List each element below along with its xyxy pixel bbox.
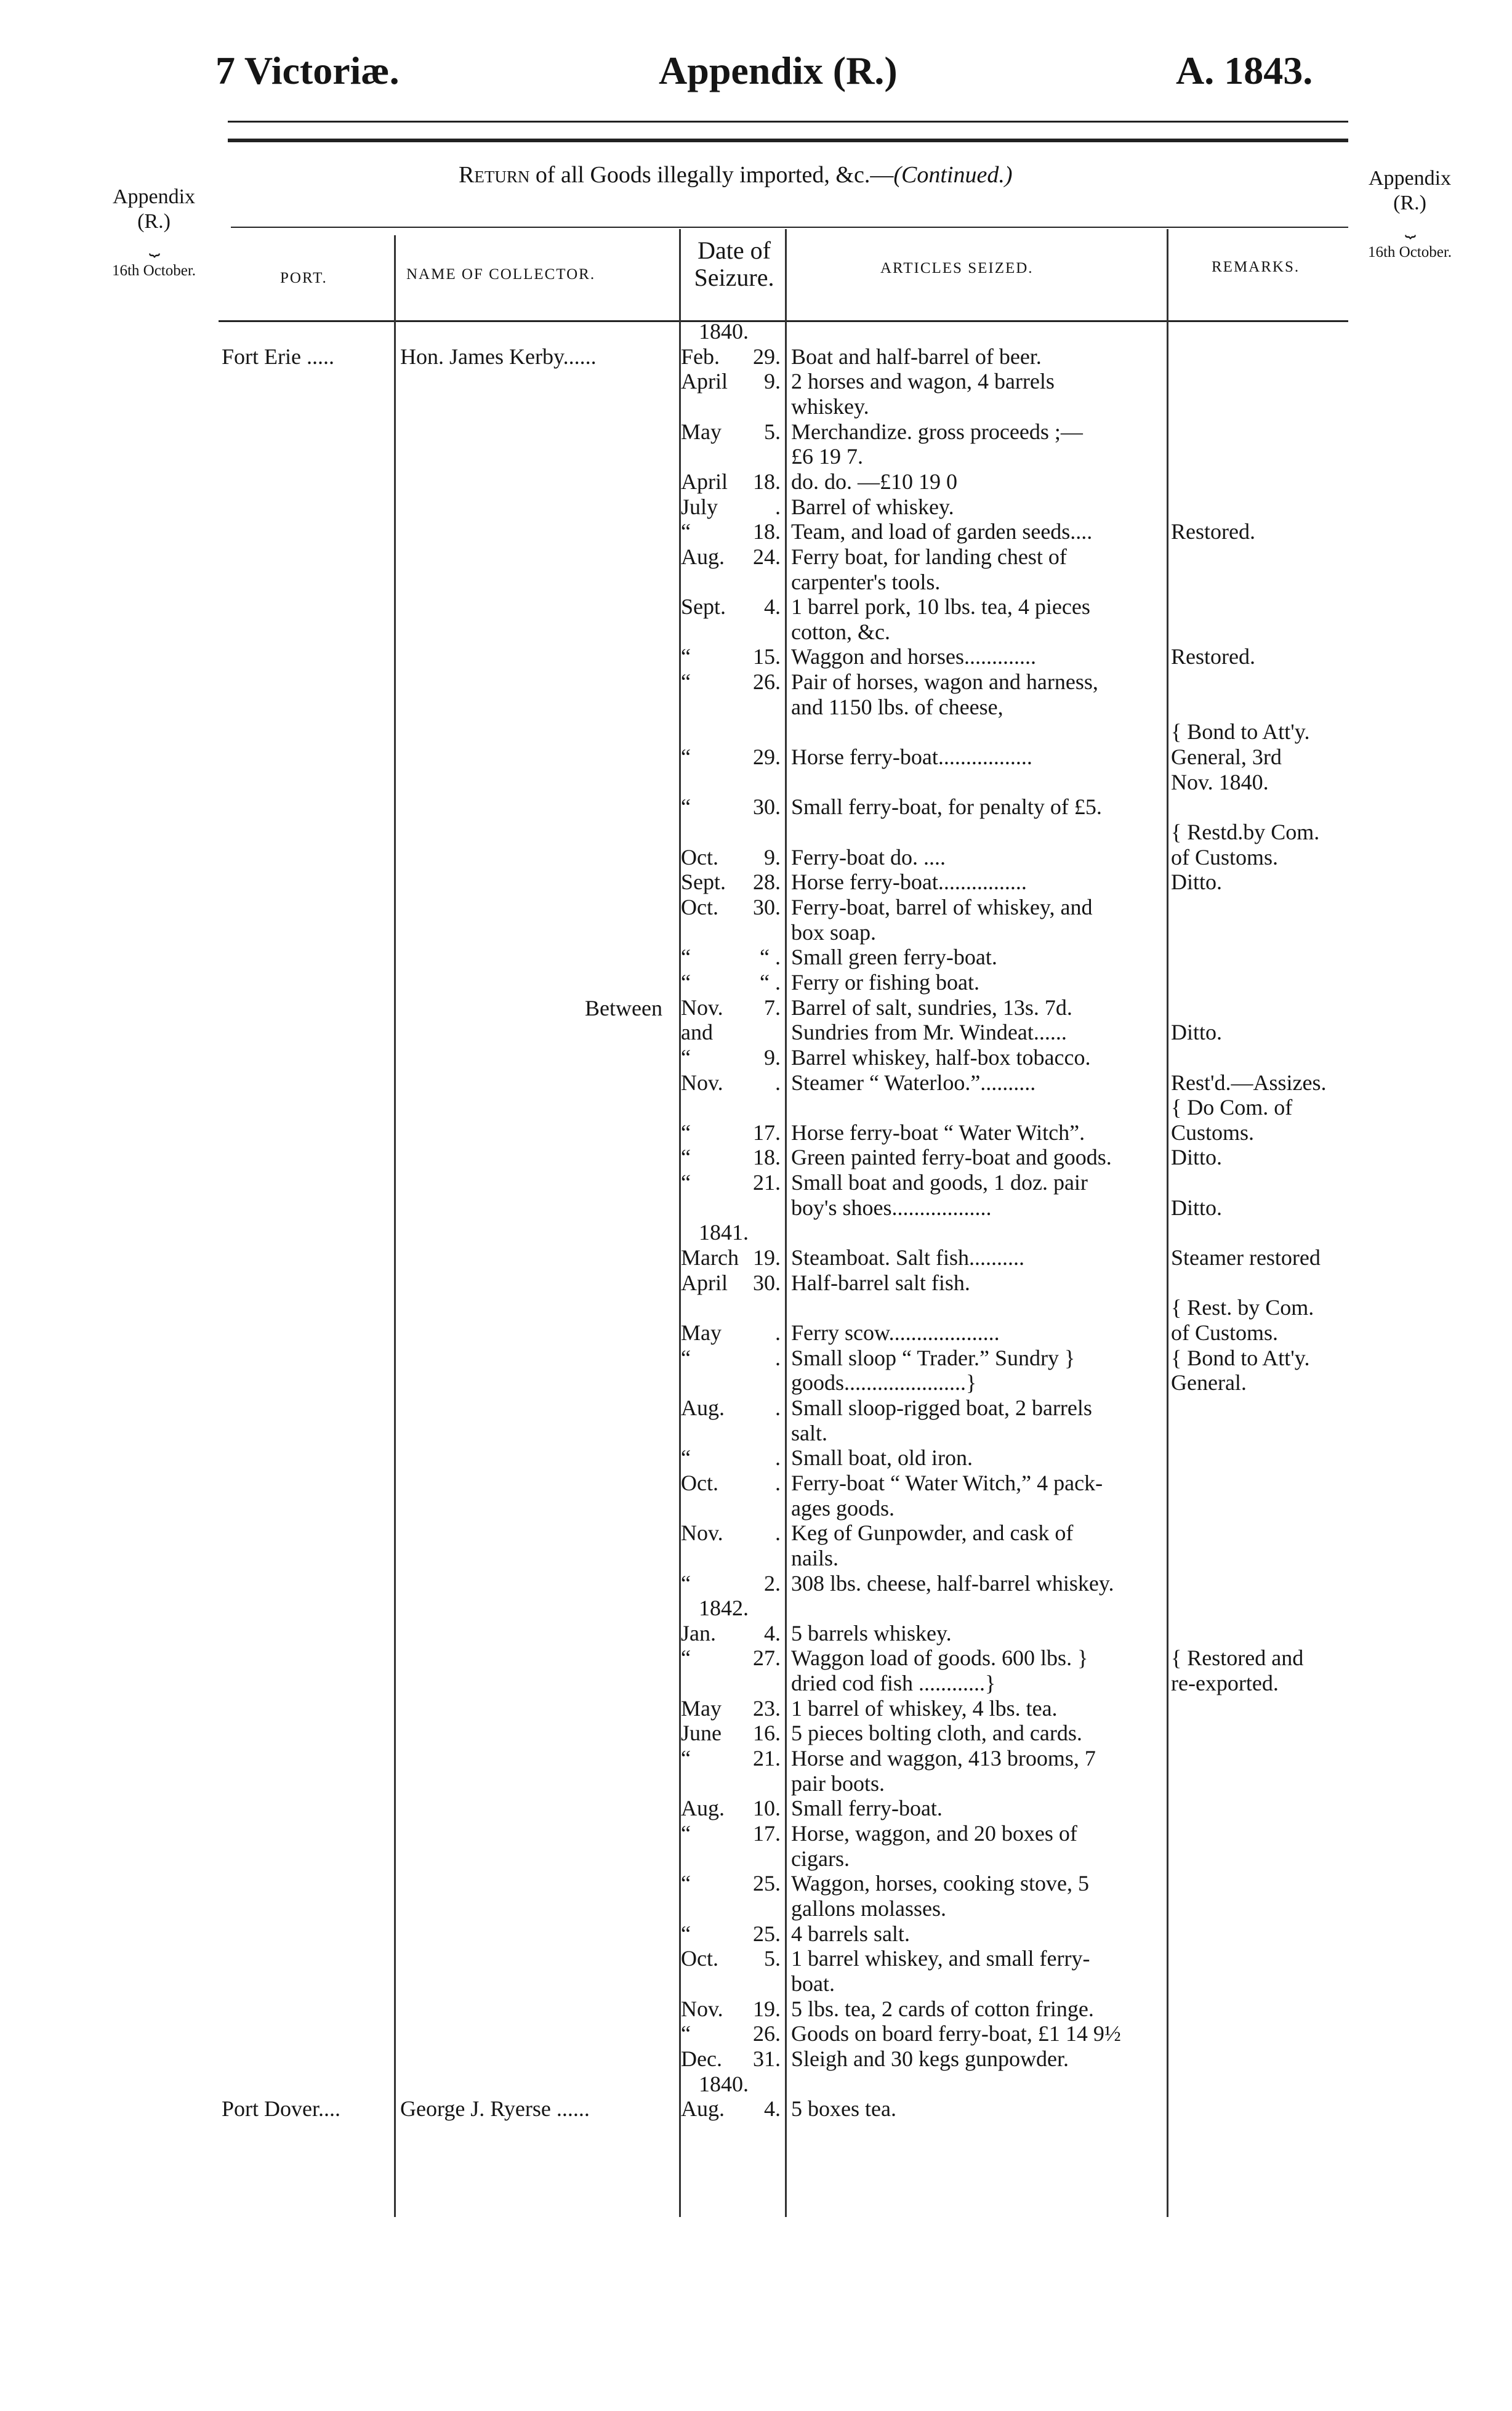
table-row bbox=[0, 1070, 1512, 1095]
date-day-cell: 28. bbox=[753, 870, 781, 895]
date-day-cell: 24. bbox=[753, 544, 781, 569]
table-row bbox=[0, 1646, 1512, 1670]
article-cell: Ferry boat, for landing chest of bbox=[791, 544, 1067, 569]
date-day-cell: 31. bbox=[753, 2046, 781, 2071]
article-cell: Goods on board ferry-boat, £1 14 9½ bbox=[791, 2021, 1121, 2046]
date-day-cell: 4. bbox=[764, 1620, 781, 1646]
article-cell: Barrel of whiskey. bbox=[791, 494, 954, 519]
date-day-cell: . bbox=[775, 1470, 781, 1495]
article-cell: box soap. bbox=[791, 919, 876, 945]
article-cell: dried cod fish ............} bbox=[791, 1671, 996, 1696]
date-month-cell: Sept. bbox=[681, 870, 726, 895]
running-head-right: A. 1843. bbox=[1176, 49, 1313, 92]
date-day-cell: 21. bbox=[753, 1746, 781, 1771]
table-row bbox=[0, 2021, 1512, 2046]
date-day-cell: 9. bbox=[764, 1044, 781, 1070]
table-row bbox=[0, 1095, 1512, 1120]
date-day-cell: 23. bbox=[753, 1695, 781, 1721]
date-day-cell: 16. bbox=[753, 1721, 781, 1746]
date-month-cell: May bbox=[681, 1695, 722, 1721]
table-row bbox=[0, 1971, 1512, 1996]
article-cell: Team, and load of garden seeds.... bbox=[791, 519, 1093, 544]
date-day-cell: . bbox=[775, 1395, 781, 1420]
date-day-cell: . bbox=[775, 1345, 781, 1370]
table-row bbox=[0, 1871, 1512, 1896]
article-cell: Small sloop “ Trader.” Sundry } bbox=[791, 1345, 1076, 1370]
table-row bbox=[0, 1145, 1512, 1169]
table-row bbox=[0, 1571, 1512, 1596]
remark-cell: General. bbox=[1171, 1370, 1247, 1395]
article-cell: 5 barrels whiskey. bbox=[791, 1620, 952, 1646]
table-rule-top bbox=[231, 227, 1348, 228]
date-day-cell: 4. bbox=[764, 2096, 781, 2122]
date-day-cell: 26. bbox=[753, 669, 781, 695]
remark-cell: { Do Com. of bbox=[1171, 1095, 1293, 1120]
date-month-cell: “ bbox=[681, 1120, 691, 1145]
article-cell: Small ferry-boat. bbox=[791, 1796, 943, 1821]
table-row bbox=[0, 1395, 1512, 1420]
table-row bbox=[0, 1671, 1512, 1695]
article-cell: 5 pieces bolting cloth, and cards. bbox=[791, 1721, 1082, 1746]
article-cell: Horse, waggon, and 20 boxes of bbox=[791, 1821, 1077, 1846]
date-day-cell: . bbox=[775, 1320, 781, 1345]
table-row bbox=[0, 745, 1512, 769]
table-row bbox=[0, 794, 1512, 819]
date-month-cell: April bbox=[681, 1270, 728, 1295]
table-row bbox=[0, 1796, 1512, 1820]
table-row bbox=[0, 920, 1512, 945]
table-row bbox=[0, 1946, 1512, 1971]
remark-cell: Restored. bbox=[1171, 519, 1255, 544]
date-month-cell: “ bbox=[681, 1646, 691, 1671]
table-row bbox=[0, 644, 1512, 669]
table-row bbox=[0, 1195, 1512, 1220]
date-day-cell: 5. bbox=[764, 419, 781, 444]
table-row bbox=[0, 695, 1512, 719]
article-cell: cigars. bbox=[791, 1846, 850, 1871]
date-month-cell: Aug. bbox=[681, 2096, 725, 2122]
table-row bbox=[0, 970, 1512, 995]
date-day-cell: 29. bbox=[753, 344, 781, 369]
table-row bbox=[0, 1546, 1512, 1570]
col-header-articles: ARTICLES SEIZED. bbox=[880, 260, 1034, 277]
article-cell: nails. bbox=[791, 1545, 838, 1570]
article-cell: Half-barrel salt fish. bbox=[791, 1270, 970, 1295]
table-row bbox=[0, 344, 1512, 369]
date-month-cell: “ bbox=[681, 669, 691, 695]
date-day-cell: 17. bbox=[753, 1120, 781, 1145]
date-month-cell: June bbox=[681, 1721, 722, 1746]
date-day-cell: 21. bbox=[753, 1170, 781, 1195]
article-cell: boat. bbox=[791, 1971, 835, 1996]
date-day-cell: . bbox=[775, 1445, 781, 1471]
article-cell: pair boots. bbox=[791, 1771, 885, 1796]
article-cell: whiskey. bbox=[791, 394, 869, 419]
table-row bbox=[0, 1997, 1512, 2021]
table-row bbox=[0, 1120, 1512, 1145]
date-month-cell: “ bbox=[681, 794, 691, 820]
article-cell: 1 barrel of whiskey, 4 lbs. tea. bbox=[791, 1695, 1058, 1721]
table-row bbox=[0, 495, 1512, 519]
article-cell: Horse ferry-boat “ Water Witch”. bbox=[791, 1120, 1085, 1145]
table-row bbox=[0, 1921, 1512, 1946]
remark-cell: { Rest. by Com. bbox=[1171, 1295, 1314, 1320]
date-day-cell: 9. bbox=[764, 844, 781, 870]
table-row bbox=[0, 1721, 1512, 1745]
table-row bbox=[0, 945, 1512, 969]
date-day-cell: . bbox=[775, 1070, 781, 1095]
remark-cell: Customs. bbox=[1171, 1120, 1255, 1145]
article-cell: Barrel of salt, sundries, 13s. 7d. bbox=[791, 995, 1072, 1020]
table-row bbox=[0, 594, 1512, 619]
date-day-cell: 15. bbox=[753, 644, 781, 669]
article-cell: carpenter's tools. bbox=[791, 569, 941, 594]
date-day-cell: 7. bbox=[764, 995, 781, 1020]
date-day-cell: 9. bbox=[764, 369, 781, 394]
table-row bbox=[0, 1270, 1512, 1295]
running-head-left: 7 Victoriæ. bbox=[215, 49, 400, 92]
table-row bbox=[0, 1346, 1512, 1370]
remark-cell: Ditto. bbox=[1171, 1020, 1223, 1045]
col-header-remarks: REMARKS. bbox=[1212, 259, 1300, 275]
table-row bbox=[0, 820, 1512, 844]
table-row bbox=[0, 1370, 1512, 1395]
article-cell: 308 lbs. cheese, half-barrel whiskey. bbox=[791, 1570, 1114, 1596]
date-month-cell: “ bbox=[681, 519, 691, 544]
table-row bbox=[0, 870, 1512, 894]
date-day-cell: 10. bbox=[753, 1796, 781, 1821]
table-row bbox=[0, 319, 1512, 344]
date-month-cell: Sept. bbox=[681, 594, 726, 620]
article-cell: boy's shoes.................. bbox=[791, 1195, 992, 1220]
table-row bbox=[0, 444, 1512, 469]
table-row bbox=[0, 895, 1512, 919]
date-month-cell: July bbox=[681, 494, 718, 519]
table-row bbox=[0, 1821, 1512, 1846]
table-row bbox=[0, 620, 1512, 644]
article-cell: 5 boxes tea. bbox=[791, 2096, 896, 2122]
date-month-cell: Jan. bbox=[681, 1620, 716, 1646]
table-row bbox=[0, 2096, 1512, 2121]
article-cell: Horse and waggon, 413 brooms, 7 bbox=[791, 1746, 1096, 1771]
date-day-cell: 27. bbox=[753, 1646, 781, 1671]
table-row bbox=[0, 770, 1512, 794]
head-rule-top bbox=[228, 121, 1348, 123]
date-day-cell: 25. bbox=[753, 1871, 781, 1896]
collector-cell: George J. Ryerse ...... bbox=[400, 2096, 590, 2122]
port-cell: Port Dover.... bbox=[222, 2096, 340, 2122]
article-cell: and 1150 lbs. of cheese, bbox=[791, 694, 1003, 719]
remark-cell: re-exported. bbox=[1171, 1671, 1279, 1696]
collector-cell: Hon. James Kerby...... bbox=[400, 344, 597, 369]
article-cell: Sundries from Mr. Windeat...... bbox=[791, 1020, 1067, 1045]
article-cell: Small sloop-rigged boat, 2 barrels bbox=[791, 1395, 1092, 1420]
table-row bbox=[0, 469, 1512, 494]
table-row bbox=[0, 1846, 1512, 1871]
table-row bbox=[0, 394, 1512, 419]
date-month-cell: 1840. bbox=[699, 2071, 749, 2096]
table-row bbox=[0, 1496, 1512, 1521]
table-row bbox=[0, 845, 1512, 870]
table-row bbox=[0, 1521, 1512, 1545]
date-day-cell: . bbox=[775, 1521, 781, 1546]
date-month-cell: Oct. bbox=[681, 1946, 718, 1971]
date-month-cell: Nov. bbox=[681, 995, 723, 1020]
date-month-cell: Aug. bbox=[681, 544, 725, 569]
remark-cell: { Restored and bbox=[1171, 1646, 1304, 1671]
date-month-cell: “ bbox=[681, 745, 691, 770]
table-row bbox=[0, 1421, 1512, 1445]
article-cell: Sleigh and 30 kegs gunpowder. bbox=[791, 2046, 1069, 2071]
article-cell: Small green ferry-boat. bbox=[791, 945, 997, 970]
date-month-cell: Nov. bbox=[681, 1070, 723, 1095]
table-row bbox=[0, 669, 1512, 694]
date-day-cell: 5. bbox=[764, 1946, 781, 1971]
date-month-cell: “ bbox=[681, 1145, 691, 1170]
remark-cell: Ditto. bbox=[1171, 1145, 1223, 1170]
between-label: Between bbox=[585, 995, 662, 1020]
running-head-center: Appendix (R.) bbox=[659, 49, 898, 92]
article-cell: £6 19 7. bbox=[791, 444, 863, 469]
table-row bbox=[0, 1771, 1512, 1796]
date-month-cell: “ bbox=[681, 1570, 691, 1596]
table-row bbox=[0, 570, 1512, 594]
article-cell: cotton, &c. bbox=[791, 619, 890, 644]
date-day-cell: 18. bbox=[753, 469, 781, 494]
remark-cell: Restored. bbox=[1171, 644, 1255, 669]
article-cell: Merchandize. gross proceeds ;— bbox=[791, 419, 1083, 444]
article-cell: Green painted ferry-boat and goods. bbox=[791, 1145, 1112, 1170]
remark-cell: { Restd.by Com. bbox=[1171, 820, 1320, 844]
article-cell: Steamer “ Waterloo.”.......... bbox=[791, 1070, 1036, 1095]
remark-cell: of Customs. bbox=[1171, 844, 1279, 870]
remark-cell: of Customs. bbox=[1171, 1320, 1279, 1345]
article-cell: Boat and half-barrel of beer. bbox=[791, 344, 1042, 369]
date-month-cell: Feb. bbox=[681, 344, 720, 369]
date-day-cell: 2. bbox=[764, 1570, 781, 1596]
table-row bbox=[0, 419, 1512, 444]
date-month-cell: April bbox=[681, 369, 728, 394]
date-month-cell: Oct. bbox=[681, 1470, 718, 1495]
date-month-cell: “ bbox=[681, 969, 691, 995]
article-cell: Ferry or fishing boat. bbox=[791, 969, 979, 995]
article-cell: goods......................} bbox=[791, 1370, 977, 1395]
date-month-cell: 1840. bbox=[699, 319, 749, 344]
date-month-cell: “ bbox=[681, 1445, 691, 1471]
remark-cell: Ditto. bbox=[1171, 870, 1223, 895]
table-row bbox=[0, 1471, 1512, 1495]
date-month-cell: Oct. bbox=[681, 894, 718, 919]
article-cell: 2 horses and wagon, 4 barrels bbox=[791, 369, 1055, 394]
table-row bbox=[0, 2046, 1512, 2071]
remark-cell: Steamer restored bbox=[1171, 1245, 1321, 1270]
table-row bbox=[0, 1696, 1512, 1721]
date-day-cell: 26. bbox=[753, 2021, 781, 2046]
table-row bbox=[0, 1596, 1512, 1620]
article-cell: 1 barrel whiskey, and small ferry- bbox=[791, 1946, 1090, 1971]
table-row bbox=[0, 719, 1512, 744]
date-month-cell: “ bbox=[681, 1170, 691, 1195]
table-row bbox=[0, 1896, 1512, 1921]
article-cell: Ferry-boat, barrel of whiskey, and bbox=[791, 894, 1093, 919]
date-month-cell: “ bbox=[681, 945, 691, 970]
article-cell: Waggon load of goods. 600 lbs. } bbox=[791, 1646, 1088, 1671]
article-cell: Small boat, old iron. bbox=[791, 1445, 973, 1471]
date-day-cell: 19. bbox=[753, 1996, 781, 2021]
date-month-cell: Nov. bbox=[681, 1996, 723, 2021]
date-day-cell: 18. bbox=[753, 1145, 781, 1170]
article-cell: Keg of Gunpowder, and cask of bbox=[791, 1521, 1074, 1546]
table-row bbox=[0, 995, 1512, 1020]
side-label-left: Appendix (R.) ⏟ 16th October. bbox=[111, 185, 196, 279]
article-cell: 1 barrel pork, 10 lbs. tea, 4 pieces bbox=[791, 594, 1090, 620]
date-month-cell: April bbox=[681, 469, 728, 494]
article-cell: ages goods. bbox=[791, 1495, 895, 1521]
article-cell: Barrel whiskey, half-box tobacco. bbox=[791, 1044, 1091, 1070]
date-day-cell: 29. bbox=[753, 745, 781, 770]
date-month-cell: 1842. bbox=[699, 1596, 749, 1621]
remark-cell: { Bond to Att'y. bbox=[1171, 1345, 1310, 1370]
table-row bbox=[0, 1245, 1512, 1270]
date-day-cell: 19. bbox=[753, 1245, 781, 1270]
date-month-cell: “ bbox=[681, 1871, 691, 1896]
date-day-cell: 17. bbox=[753, 1821, 781, 1846]
article-cell: Waggon, horses, cooking stove, 5 bbox=[791, 1871, 1090, 1896]
remark-cell: General, 3rd bbox=[1171, 745, 1282, 770]
date-day-cell: “ . bbox=[760, 969, 781, 995]
article-cell: Horse ferry-boat................. bbox=[791, 745, 1032, 770]
date-month-cell: May bbox=[681, 419, 722, 444]
table-row bbox=[0, 1170, 1512, 1195]
date-month-cell: and bbox=[681, 1020, 713, 1045]
date-month-cell: March bbox=[681, 1245, 739, 1270]
date-month-cell: Nov. bbox=[681, 1521, 723, 1546]
date-day-cell: 4. bbox=[764, 594, 781, 620]
side-label-right: Appendix (R.) ⏟ 16th October. bbox=[1367, 167, 1452, 260]
article-cell: Waggon and horses............. bbox=[791, 644, 1037, 669]
article-cell: Ferry-boat do. .... bbox=[791, 844, 946, 870]
remark-cell: { Bond to Att'y. bbox=[1171, 719, 1310, 745]
article-cell: salt. bbox=[791, 1420, 827, 1445]
table-row bbox=[0, 1020, 1512, 1044]
date-month-cell: 1841. bbox=[699, 1220, 749, 1245]
col-header-port: PORT. bbox=[280, 270, 328, 286]
date-month-cell: “ bbox=[681, 644, 691, 669]
date-day-cell: 30. bbox=[753, 894, 781, 919]
table-row bbox=[0, 519, 1512, 544]
port-cell: Fort Erie ..... bbox=[222, 344, 334, 369]
date-month-cell: “ bbox=[681, 2021, 691, 2046]
table-row bbox=[0, 2072, 1512, 2096]
table-row bbox=[0, 544, 1512, 569]
table-row bbox=[0, 1045, 1512, 1070]
date-day-cell: 25. bbox=[753, 1921, 781, 1946]
table-row bbox=[0, 1621, 1512, 1646]
article-cell: do. do. —£10 19 0 bbox=[791, 469, 957, 494]
date-month-cell: Aug. bbox=[681, 1796, 725, 1821]
table-row bbox=[0, 1220, 1512, 1245]
article-cell: gallons molasses. bbox=[791, 1896, 946, 1921]
date-month-cell: “ bbox=[681, 1821, 691, 1846]
table-row bbox=[0, 1445, 1512, 1470]
article-cell: 4 barrels salt. bbox=[791, 1921, 910, 1946]
date-day-cell: . bbox=[775, 494, 781, 519]
date-day-cell: 18. bbox=[753, 519, 781, 544]
article-cell: Ferry scow.................... bbox=[791, 1320, 1000, 1345]
remark-cell: Nov. 1840. bbox=[1171, 769, 1269, 794]
date-day-cell: 30. bbox=[753, 794, 781, 820]
date-month-cell: Dec. bbox=[681, 2046, 722, 2071]
date-month-cell: Aug. bbox=[681, 1395, 725, 1420]
article-cell: 5 lbs. tea, 2 cards of cotton fringe. bbox=[791, 1996, 1094, 2021]
head-rule-bottom bbox=[228, 139, 1348, 142]
table-row bbox=[0, 1320, 1512, 1345]
date-month-cell: “ bbox=[681, 1746, 691, 1771]
article-cell: Small ferry-boat, for penalty of £5. bbox=[791, 794, 1102, 820]
date-day-cell: 30. bbox=[753, 1270, 781, 1295]
article-cell: Horse ferry-boat................ bbox=[791, 870, 1027, 895]
date-month-cell: “ bbox=[681, 1921, 691, 1946]
table-row bbox=[0, 1295, 1512, 1320]
date-month-cell: May bbox=[681, 1320, 722, 1345]
remark-cell: Rest'd.—Assizes. bbox=[1171, 1070, 1327, 1095]
article-cell: Ferry-boat “ Water Witch,” 4 pack- bbox=[791, 1470, 1103, 1495]
table-row bbox=[0, 1746, 1512, 1771]
date-month-cell: Oct. bbox=[681, 844, 718, 870]
col-header-date: Date of Seizure. bbox=[694, 236, 774, 291]
remark-cell: Ditto. bbox=[1171, 1195, 1223, 1220]
date-month-cell: “ bbox=[681, 1044, 691, 1070]
date-month-cell: “ bbox=[681, 1345, 691, 1370]
date-day-cell: “ . bbox=[760, 945, 781, 970]
table-row bbox=[0, 369, 1512, 394]
article-cell: Small boat and goods, 1 doz. pair bbox=[791, 1170, 1088, 1195]
col-header-collector: NAME OF COLLECTOR. bbox=[406, 266, 596, 283]
table-title: Return of all Goods illegally imported, &c.—(Continued.) bbox=[459, 162, 1013, 188]
article-cell: Pair of horses, wagon and harness, bbox=[791, 669, 1098, 695]
article-cell: Steamboat. Salt fish.......... bbox=[791, 1245, 1024, 1270]
